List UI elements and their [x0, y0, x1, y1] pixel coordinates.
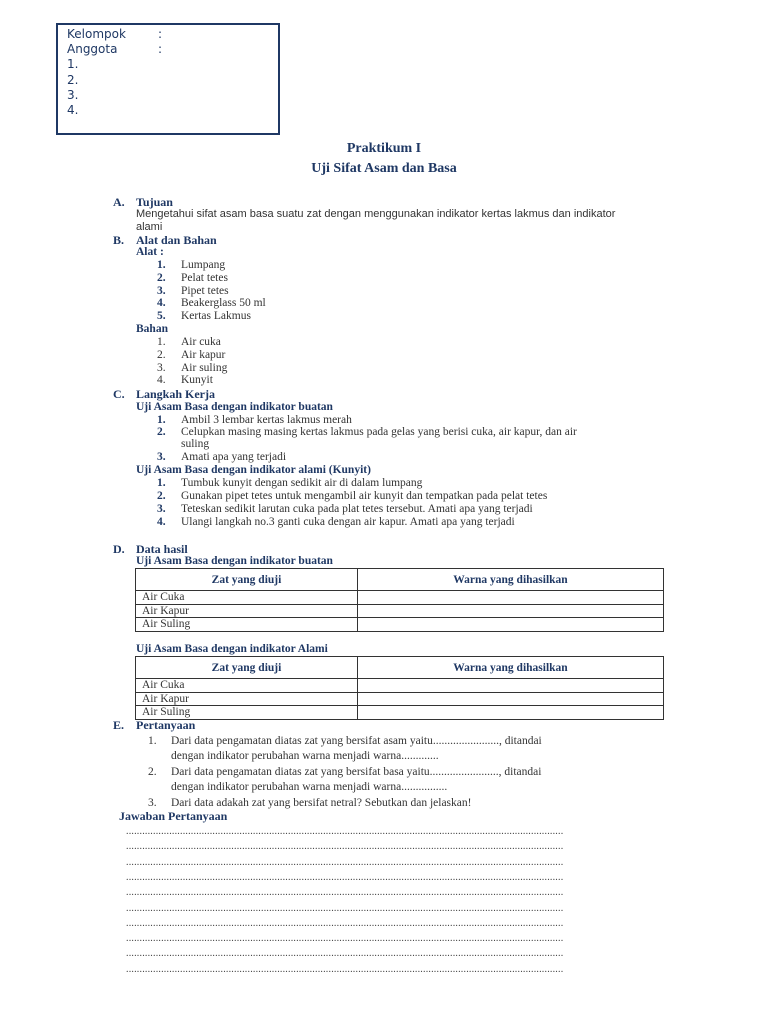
table2-row3-zat: Air Suling: [136, 706, 358, 720]
section-e-heading: Pertanyaan: [136, 718, 196, 732]
section-c-heading: Langkah Kerja: [136, 387, 216, 401]
bahan-item-number: 4.: [157, 374, 166, 387]
question-item-text: Dari data pengamatan diatas zat yang bersifat asam yaitu......................., ditandai: [171, 735, 542, 747]
bahan-item-text: Kunyit: [181, 374, 213, 387]
langkah-sub2-item-number: 4.: [157, 516, 166, 528]
question-item-text: Dari data pengamatan diatas zat yang bersifat basa yaitu........................, ditandai: [171, 765, 542, 778]
kelompok-colon: :: [158, 27, 163, 41]
tujuan-text-2: alami: [136, 221, 163, 233]
anggota-colon: :: [158, 42, 163, 56]
table-row: [136, 706, 664, 720]
langkah-sub2-item-number: 3.: [157, 503, 166, 515]
table2-row3-warna[interactable]: [358, 706, 664, 720]
langkah-sub1-heading: Uji Asam Basa dengan indikator buatan: [136, 401, 333, 413]
langkah-sub2-item-text: Tumbuk kunyit dengan sedikit air di dalam lumpang: [181, 477, 423, 489]
data-table-buatan: [135, 568, 664, 632]
section-b-letter: B.: [113, 233, 125, 247]
table1-row3-zat: Air Suling: [136, 618, 358, 632]
alat-heading: Alat :: [136, 246, 164, 258]
section-a-letter: A.: [113, 195, 125, 209]
section-c-letter: C.: [113, 387, 125, 401]
langkah-sub2-item-text: Ulangi langkah no.3 ganti cuka dengan air kapur. Amati apa yang terjadi: [181, 516, 515, 528]
anggota-label: Anggota: [67, 42, 118, 56]
langkah-sub2-heading: Uji Asam Basa dengan indikator alami (Kunyit): [136, 464, 371, 476]
answer-line[interactable]: ..................................................................................................................................................................: [126, 963, 564, 975]
alat-item-text: Lumpang: [181, 259, 226, 271]
table1-row1-warna[interactable]: [358, 591, 664, 605]
answer-line[interactable]: ..................................................................................................................................................................: [126, 902, 564, 914]
bahan-item-number: 1.: [157, 336, 166, 348]
langkah-sub2-item-text: Gunakan pipet tetes untuk mengambil air kunyit dan tempatkan pada pelat tetes: [181, 490, 548, 502]
langkah-sub1-item-number: 2.: [157, 426, 166, 439]
table-row: [136, 591, 664, 605]
table2-row1-zat: Air Cuka: [136, 679, 358, 693]
member-2: 2.: [67, 73, 79, 87]
alat-item-text: Beakerglass 50 ml: [181, 297, 266, 310]
answer-line[interactable]: ..................................................................................................................................................................: [126, 841, 564, 853]
table-row: [136, 692, 664, 706]
table1-col1-header: Zat yang diuji: [136, 569, 358, 591]
page-subtitle: Uji Sifat Asam dan Basa: [311, 161, 457, 176]
langkah-sub1-item-text: Celupkan masing masing kertas lakmus pada gelas yang berisi cuka, air kapur, dan air: [181, 426, 577, 439]
alat-item-number: 3.: [157, 284, 166, 297]
answer-line[interactable]: ..................................................................................................................................................................: [126, 856, 564, 868]
bahan-item-number: 2.: [157, 348, 166, 361]
section-b-heading: Alat dan Bahan: [136, 233, 217, 247]
bahan-item-text: Air suling: [181, 361, 228, 374]
table-row: [136, 679, 664, 693]
table1-row2-warna[interactable]: [358, 604, 664, 618]
table2-row2-zat: Air Kapur: [136, 692, 358, 706]
answer-line[interactable]: ..................................................................................................................................................................: [126, 871, 564, 883]
section-a-heading: Tujuan: [136, 195, 173, 209]
table1-row2-zat: Air Kapur: [136, 604, 358, 618]
table2-row1-warna[interactable]: [358, 679, 664, 693]
answer-line[interactable]: ..................................................................................................................................................................: [126, 933, 564, 945]
question-item-number: 1.: [148, 735, 157, 747]
alat-item-number: 4.: [157, 297, 166, 310]
answer-line[interactable]: ..................................................................................................................................................................: [126, 948, 564, 960]
alat-item-number: 1.: [157, 259, 166, 271]
langkah-sub2-item-number: 2.: [157, 490, 166, 502]
data-table-alami: [135, 656, 664, 720]
table1-row1-zat: Air Cuka: [136, 591, 358, 605]
question-item-text: Dari data adakah zat yang bersifat netral? Sebutkan dan jelaskan!: [171, 796, 472, 809]
table2-heading: Uji Asam Basa dengan indikator Alami: [136, 643, 328, 655]
answer-line[interactable]: ..................................................................................................................................................................: [126, 826, 564, 837]
alat-item-text: Kertas Lakmus: [181, 310, 251, 323]
kelompok-label: Kelompok: [67, 27, 126, 41]
bahan-item-number: 3.: [157, 361, 166, 374]
alat-item-text: Pelat tetes: [181, 271, 228, 284]
table2-col2-header: Warna yang dihasilkan: [358, 657, 664, 679]
question-item-text: dengan indikator perubahan warna menjadi warna.............: [171, 750, 439, 763]
bahan-item-text: Air kapur: [181, 348, 226, 361]
langkah-sub1-item-text: suling: [181, 438, 210, 451]
langkah-sub1-item-text: Amati apa yang terjadi: [181, 450, 287, 463]
table1-heading: Uji Asam Basa dengan indikator buatan: [136, 555, 333, 567]
table-row: [136, 618, 664, 632]
question-item-number: 2.: [148, 765, 157, 778]
question-item-number: 3.: [148, 796, 157, 809]
answer-line[interactable]: ..................................................................................................................................................................: [126, 887, 564, 899]
member-3: 3.: [67, 88, 79, 102]
langkah-sub1-item-number: 1.: [157, 414, 166, 426]
answers-heading: Jawaban Pertanyaan: [119, 809, 228, 823]
alat-item-number: 2.: [157, 271, 166, 284]
alat-item-text: Pipet tetes: [181, 284, 229, 297]
table1-col2-header: Warna yang dihasilkan: [358, 569, 664, 591]
member-1: 1.: [67, 57, 79, 71]
member-4: 4.: [67, 103, 79, 117]
langkah-sub2-item-number: 1.: [157, 477, 166, 489]
langkah-sub1-item-number: 3.: [157, 450, 166, 463]
table2-row2-warna[interactable]: [358, 692, 664, 706]
langkah-sub1-item-text: Ambil 3 lembar kertas lakmus merah: [181, 414, 352, 426]
table1-row3-warna[interactable]: [358, 618, 664, 632]
table-row: [136, 604, 664, 618]
section-d-letter: D.: [113, 542, 125, 556]
langkah-sub2-item-text: Teteskan sedikit larutan cuka pada plat tetes tersebut. Amati apa yang terjadi: [181, 503, 533, 515]
group-info-box: [56, 23, 280, 135]
bahan-item-text: Air cuka: [181, 336, 221, 348]
question-item-text: dengan indikator perubahan warna menjadi warna................: [171, 781, 448, 794]
section-e-letter: E.: [113, 718, 125, 732]
answer-line[interactable]: ..................................................................................................................................................................: [126, 917, 564, 929]
bahan-heading: Bahan: [136, 323, 168, 335]
tujuan-text-1: Mengetahui sifat asam basa suatu zat dengan menggunakan indikator kertas lakmus dan indikator: [136, 208, 616, 220]
section-d-heading: Data hasil: [136, 542, 188, 556]
alat-item-number: 5.: [157, 310, 166, 323]
table2-col1-header: Zat yang diuji: [136, 657, 358, 679]
page-title: Praktikum I: [346, 141, 422, 156]
